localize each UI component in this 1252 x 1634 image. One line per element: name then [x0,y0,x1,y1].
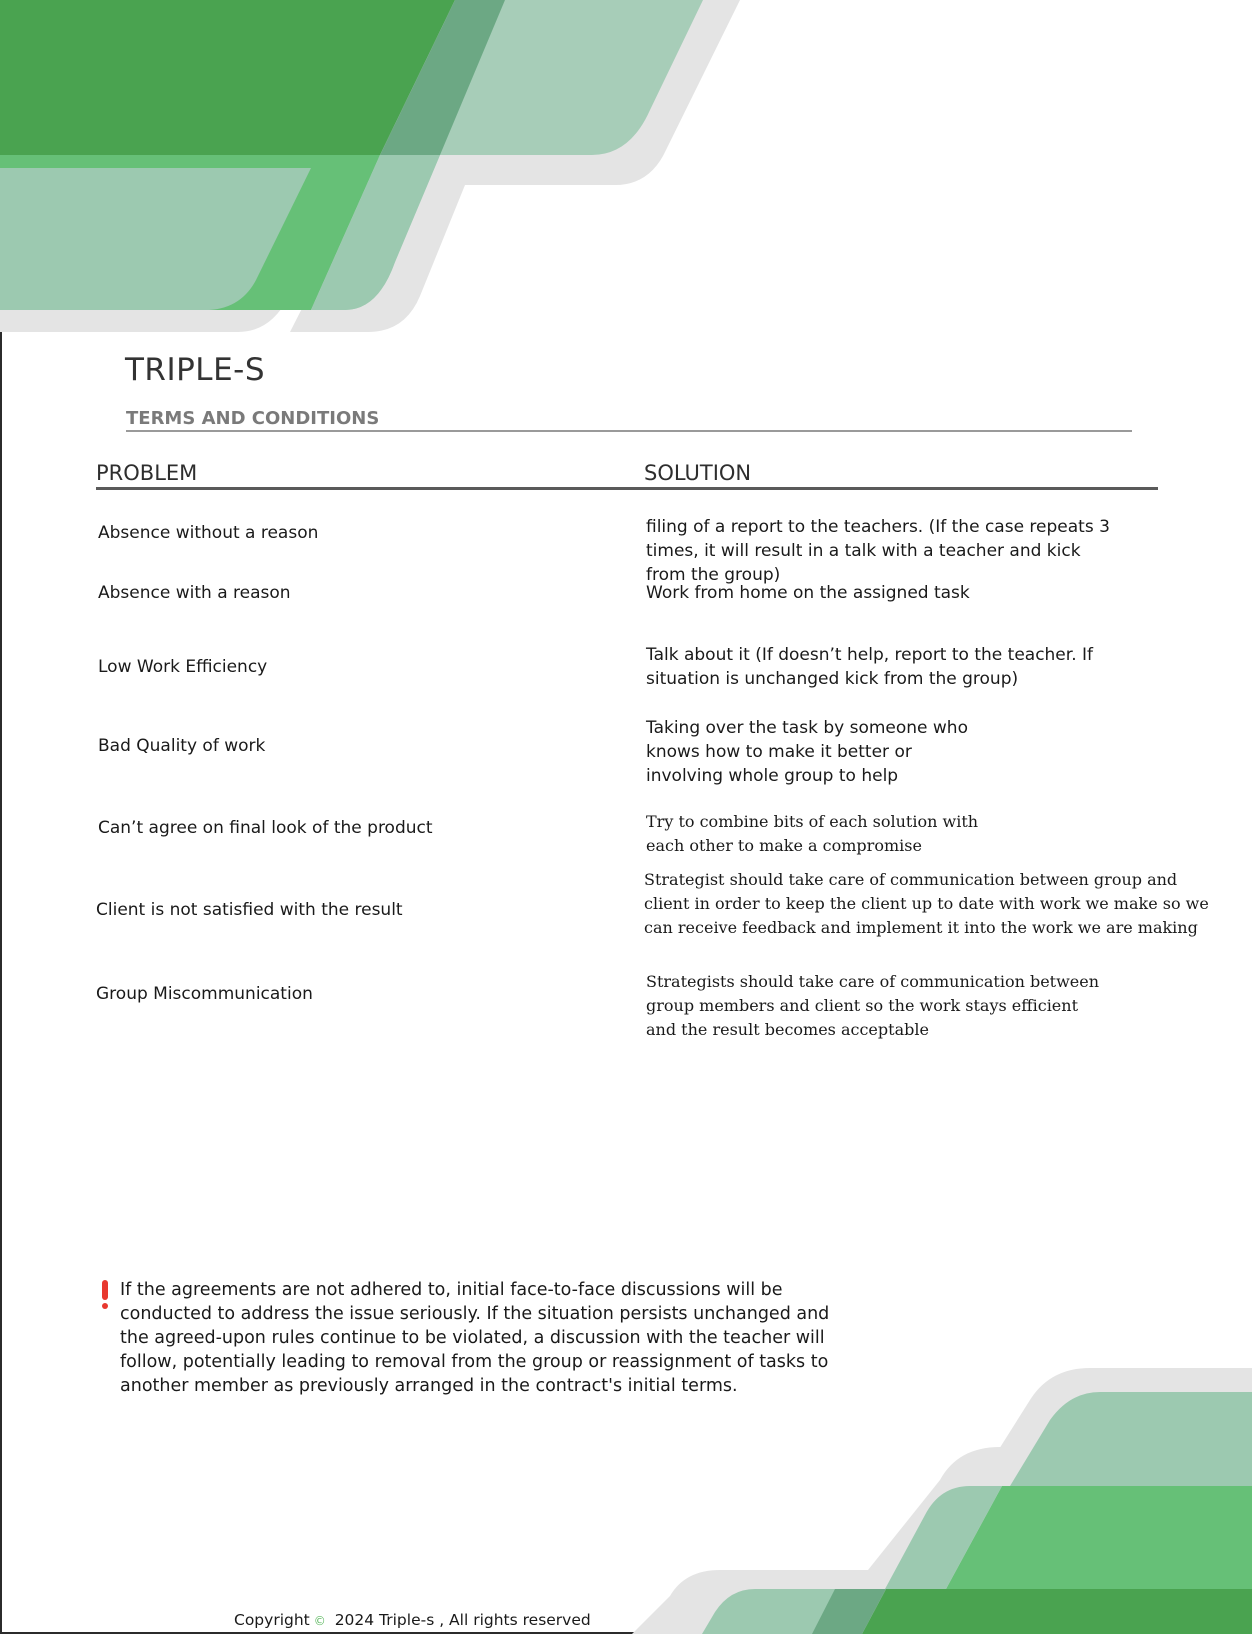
header-decoration [0,0,760,340]
problem-cell: Group Miscommunication [96,984,313,1004]
solution-line: from the group) [646,565,781,585]
solution-line: can receive feedback and implement it into the work we are making [644,918,1198,937]
copyright-icon: © [313,1614,326,1628]
page-title: TRIPLE-S [125,352,266,388]
column-header-problem: PROBLEM [96,461,198,485]
solution-line: situation is unchanged kick from the group) [646,669,1019,689]
problem-cell: Bad Quality of work [98,736,266,756]
solution-cell [646,810,1206,858]
problem-cell: Can’t agree on final look of the product [98,818,433,838]
solution-line: filing of a report to the teachers. (If the case repeats 3 [646,517,1110,537]
solution-cell [646,581,1206,605]
header-band-dark [0,0,455,155]
solution-line: Strategists should take care of communication between [646,972,1100,991]
subtitle-divider [126,430,1132,432]
page-subtitle: TERMS AND CONDITIONS [126,408,380,429]
solution-line: involving whole group to help [646,766,899,786]
problem-cell: Absence without a reason [98,523,319,543]
copyright-prefix: Copyright [234,1611,310,1629]
solution-line: Work from home on the assigned task [646,583,970,603]
solution-cell [646,716,1206,788]
solution-line: Strategist should take care of communication between group and [644,870,1178,889]
solution-cell [644,868,1244,940]
copyright-footer [234,1611,591,1629]
solution-line: times, it will result in a talk with a teacher and kick [646,541,1081,561]
solution-line: and the result becomes acceptable [646,1020,929,1039]
solution-line: group members and client so the work stays efficient [646,996,1079,1015]
column-header-solution: SOLUTION [644,461,752,485]
solution-line: client in order to keep the client up to date with work we make so we [644,894,1209,913]
solution-cell [646,970,1206,1042]
solution-cell [646,643,1206,691]
footer-decoration [0,1300,1252,1634]
notice-text: If the agreements are not adhered to, initial face-to-face discussions will be conducted to address the issue seriously. If the situation persists unchanged and the agreed-upon rules continue to be violated, a discussion with the teacher will follow, potentially leading to removal from the group or reassignment of tasks to another member as previously arranged in the contract's initial terms. [120,1280,830,1396]
solution-cell [646,515,1206,587]
solution-line: Try to combine bits of each solution with [646,812,979,831]
solution-line: each other to make a compromise [646,836,922,855]
problem-cell: Absence with a reason [98,583,291,603]
footer-band-dark [862,1589,1252,1634]
problem-cell: Client is not satisfied with the result [96,900,403,920]
copyright-text: 2024 Triple-s , All rights reserved [334,1611,591,1629]
table-header-divider [96,487,1158,490]
solution-line: knows how to make it better or [646,742,912,762]
problem-cell: Low Work Efficiency [98,657,268,677]
solution-line: Taking over the task by someone who [646,718,968,738]
solution-line: Talk about it (If doesn’t help, report to the teacher. If [646,645,1094,665]
